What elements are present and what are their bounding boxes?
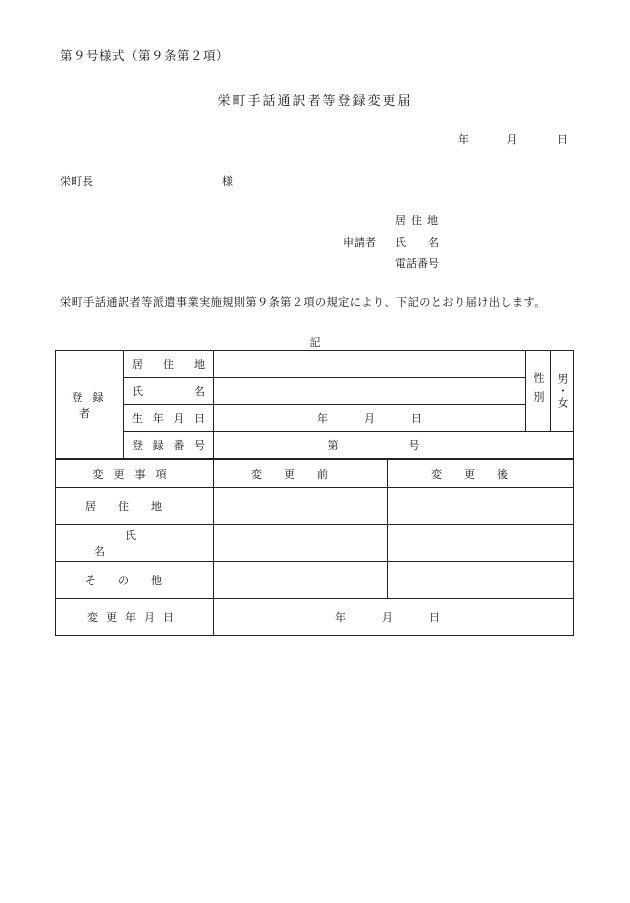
registrant-group-label: 登録者 [56, 351, 124, 459]
gender-options-cell[interactable]: 男・女 [551, 351, 574, 432]
birth-year-label: 年 [317, 412, 328, 425]
address-before-cell[interactable] [214, 488, 388, 525]
header-change-item: 変更事項 [56, 460, 214, 488]
ki-heading: 記 [309, 336, 321, 349]
gender-label-cell: 性別 [526, 351, 551, 432]
applicant-address-label: 居住地 [395, 214, 443, 227]
reg-number-prefix: 第 [327, 439, 339, 452]
reg-number-value-cell[interactable] [214, 432, 574, 459]
change-item-other: その他 [56, 562, 214, 599]
address-value-cell[interactable] [214, 351, 526, 378]
change-day-label: 日 [429, 611, 440, 624]
header-before: 変更前 [214, 460, 388, 488]
addressee-name: 栄町長 [60, 175, 93, 188]
change-month-label: 月 [382, 611, 393, 624]
form-number: 第９号様式（第９条第２項） [60, 48, 230, 63]
change-item-address: 居住地 [56, 488, 214, 525]
row-label-reg-number: 登録番号 [124, 432, 214, 459]
applicant-label: 申請者 [343, 236, 376, 249]
other-before-cell[interactable] [214, 562, 388, 599]
name-after-cell[interactable] [388, 525, 574, 562]
registrant-table [55, 350, 574, 459]
other-after-cell[interactable] [388, 562, 574, 599]
change-date-value-cell[interactable] [214, 599, 574, 636]
submission-date [458, 131, 568, 147]
change-year-label: 年 [335, 611, 346, 624]
date-month-label: 月 [506, 133, 518, 146]
change-table [55, 459, 574, 636]
birth-day-label: 日 [411, 412, 422, 425]
applicant-name-label: 氏 名 [395, 236, 439, 249]
change-date-label: 変更年月日 [56, 599, 214, 636]
name-value-cell[interactable] [214, 378, 526, 405]
reg-number-suffix: 号 [408, 439, 420, 452]
row-label-birthdate: 生年月日 [124, 405, 214, 432]
addressee-honorific: 様 [222, 175, 233, 188]
date-day-label: 日 [557, 133, 568, 146]
page-title: 栄町手話通訳者等登録変更届 [217, 94, 413, 109]
header-after: 変更後 [388, 460, 574, 488]
change-item-name: 氏名 [56, 525, 214, 562]
row-label-address: 居住地 [124, 351, 214, 378]
name-before-cell[interactable] [214, 525, 388, 562]
row-label-name: 氏名 [124, 378, 214, 405]
address-after-cell[interactable] [388, 488, 574, 525]
body-text: 栄町手話通訳者等派遣事業実施規則第９条第２項の規定により、下記のとおり届け出します。 [60, 296, 546, 309]
birth-month-label: 月 [364, 412, 375, 425]
birthdate-value-cell[interactable] [214, 405, 526, 432]
date-year-label: 年 [458, 133, 469, 146]
applicant-phone-label: 電話番号 [395, 257, 439, 270]
